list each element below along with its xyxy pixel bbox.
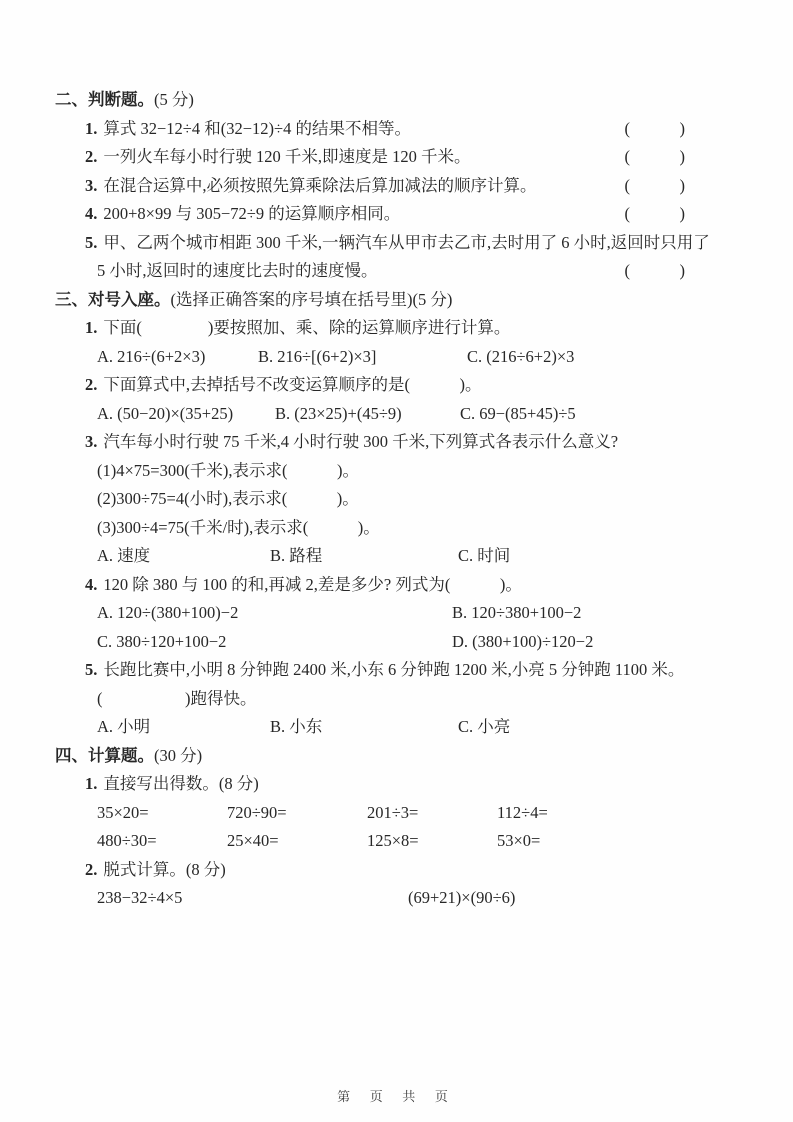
- option-b: B. 120÷380+100−2: [452, 603, 582, 622]
- choice-question-1-options: [97, 343, 691, 372]
- item-number: 5.: [85, 660, 98, 679]
- question-text: 汽车每小时行驶 75 千米,4 小时行驶 300 千米,下列算式各表示什么意义?: [103, 432, 619, 451]
- question-text: 120 除 380 与 100 的和,再减 2,差是多少? 列式为( )。: [103, 574, 522, 594]
- judgment-item-4: [55, 200, 691, 229]
- written-calc-row: [97, 884, 691, 913]
- option-a: A. 小明: [97, 717, 151, 736]
- item-number: 1.: [85, 318, 98, 337]
- oral-calc-row-2: [97, 827, 691, 856]
- choice-question-5-continued: ( )跑得快。: [97, 688, 257, 708]
- item-number: 4.: [85, 574, 98, 594]
- option-a: A. 216÷(6+2×3): [97, 346, 206, 366]
- choice-question-3-sub-2: (2)300÷75=4(小时),表示求( )。: [97, 489, 359, 508]
- option-a: A. 速度: [97, 546, 151, 565]
- option-a: A. 120÷(380+100)−2: [97, 603, 239, 622]
- option-c: C. 69−(85+45)÷5: [460, 403, 576, 423]
- choice-question-4: [55, 571, 691, 600]
- question-text: 长跑比赛中,小明 8 分钟跑 2400 米,小东 6 分钟跑 1200 米,小亮 5 分钟跑 1100 米。: [103, 660, 685, 679]
- choice-question-5: [55, 656, 691, 685]
- choice-question-3: [55, 428, 691, 457]
- item-number: 4.: [85, 204, 98, 223]
- calc-expression: 480÷30=: [97, 831, 157, 850]
- judgment-item-5-continued: [55, 257, 691, 286]
- item-number: 2.: [85, 859, 98, 879]
- question-text: 下面( )要按照加、乘、除的运算顺序进行计算。: [103, 318, 511, 337]
- answer-bracket: ( ): [624, 118, 685, 138]
- judgment-item-5: [55, 229, 710, 258]
- page-footer: 第 页 共 页: [337, 1089, 456, 1104]
- item-number: 1.: [85, 118, 98, 138]
- answer-bracket: ( ): [624, 147, 685, 166]
- question-text: 下面算式中,去掉括号不改变运算顺序的是( )。: [103, 375, 482, 394]
- judgment-heading-title: 二、判断题。: [55, 90, 154, 109]
- part-title: 直接写出得数。(8 分): [103, 774, 259, 793]
- item-number: 2.: [85, 147, 98, 166]
- choice-question-4-options-row-2: [97, 628, 691, 657]
- part-title: 脱式计算。(8 分): [103, 859, 226, 879]
- judgment-item-2: [55, 143, 691, 172]
- choice-question-4-options-row-1: [97, 599, 691, 628]
- judgment-heading: [55, 86, 691, 115]
- choice-question-5-options: [97, 713, 691, 742]
- calc-expression: 238−32÷4×5: [97, 888, 183, 907]
- calc-expression: 720÷90=: [227, 802, 287, 822]
- section-judgment: [55, 86, 710, 286]
- judgment-item-1: [55, 115, 691, 144]
- option-d: D. (380+100)÷120−2: [452, 631, 594, 651]
- calc-expression: 25×40=: [227, 831, 279, 850]
- choice-heading-subtitle: (选择正确答案的序号填在括号里)(5 分): [170, 289, 453, 309]
- calc-expression: 112÷4=: [497, 802, 548, 822]
- option-c: C. 小亮: [458, 717, 511, 736]
- option-b: B. 小东: [270, 717, 323, 736]
- item-number: 3.: [85, 432, 98, 451]
- item-number: 3.: [85, 175, 98, 195]
- choice-question-2: [55, 371, 691, 400]
- answer-bracket: ( ): [624, 175, 685, 195]
- section-multiple-choice: [55, 286, 691, 742]
- calc-expression: 53×0=: [497, 831, 541, 850]
- written-calc-title: [55, 856, 691, 885]
- calc-expression: 201÷3=: [367, 802, 419, 822]
- item-text: 算式 32−12÷4 和(32−12)÷4 的结果不相等。: [103, 118, 411, 138]
- calculation-heading-score: (30 分): [154, 745, 203, 765]
- option-b: B. (23×25)+(45÷9): [275, 403, 402, 423]
- choice-question-3-sub-3: (3)300÷4=75(千米/时),表示求( )。: [97, 517, 380, 537]
- choice-question-3-sub-1: (1)4×75=300(千米),表示求( )。: [97, 460, 359, 480]
- item-number: 5.: [85, 232, 98, 252]
- item-text: 5 小时,返回时的速度比去时的速度慢。: [97, 261, 378, 280]
- option-c: C. 380÷120+100−2: [97, 631, 227, 651]
- item-number: 2.: [85, 375, 98, 394]
- choice-question-2-options: [97, 400, 691, 429]
- judgment-item-3: [55, 172, 691, 201]
- oral-calc-row-1: [97, 799, 691, 828]
- calc-expression: (69+21)×(90÷6): [408, 888, 516, 907]
- section-calculation: [55, 742, 691, 913]
- option-b: B. 路程: [270, 546, 323, 565]
- option-a: A. (50−20)×(35+25): [97, 403, 234, 423]
- answer-bracket: ( ): [624, 204, 685, 223]
- item-text: 200+8×99 与 305−72÷9 的运算顺序相同。: [103, 204, 401, 223]
- item-text: 甲、乙两个城市相距 300 千米,一辆汽车从甲市去乙市,去时用了 6 小时,返回时只用了: [103, 232, 710, 252]
- option-c: C. 时间: [458, 546, 511, 565]
- worksheet-content: [55, 86, 710, 913]
- option-b: B. 216÷[(6+2)×3]: [258, 346, 377, 366]
- answer-bracket: ( ): [624, 261, 685, 280]
- judgment-heading-score: (5 分): [154, 90, 194, 109]
- calculation-heading-title: 四、计算题。: [55, 745, 154, 765]
- choice-question-3-options: [97, 542, 691, 571]
- choice-heading: [55, 286, 691, 315]
- calculation-heading: [55, 742, 691, 771]
- item-number: 1.: [85, 774, 98, 793]
- calc-expression: 35×20=: [97, 802, 149, 822]
- choice-question-1: [55, 314, 691, 343]
- choice-heading-title: 三、对号入座。: [55, 289, 171, 309]
- calc-expression: 125×8=: [367, 831, 419, 850]
- item-text: 在混合运算中,必须按照先算乘除法后算加减法的顺序计算。: [103, 175, 537, 195]
- option-c: C. (216÷6+2)×3: [467, 346, 575, 366]
- oral-calc-title: [55, 770, 691, 799]
- item-text: 一列火车每小时行驶 120 千米,即速度是 120 千米。: [103, 147, 471, 166]
